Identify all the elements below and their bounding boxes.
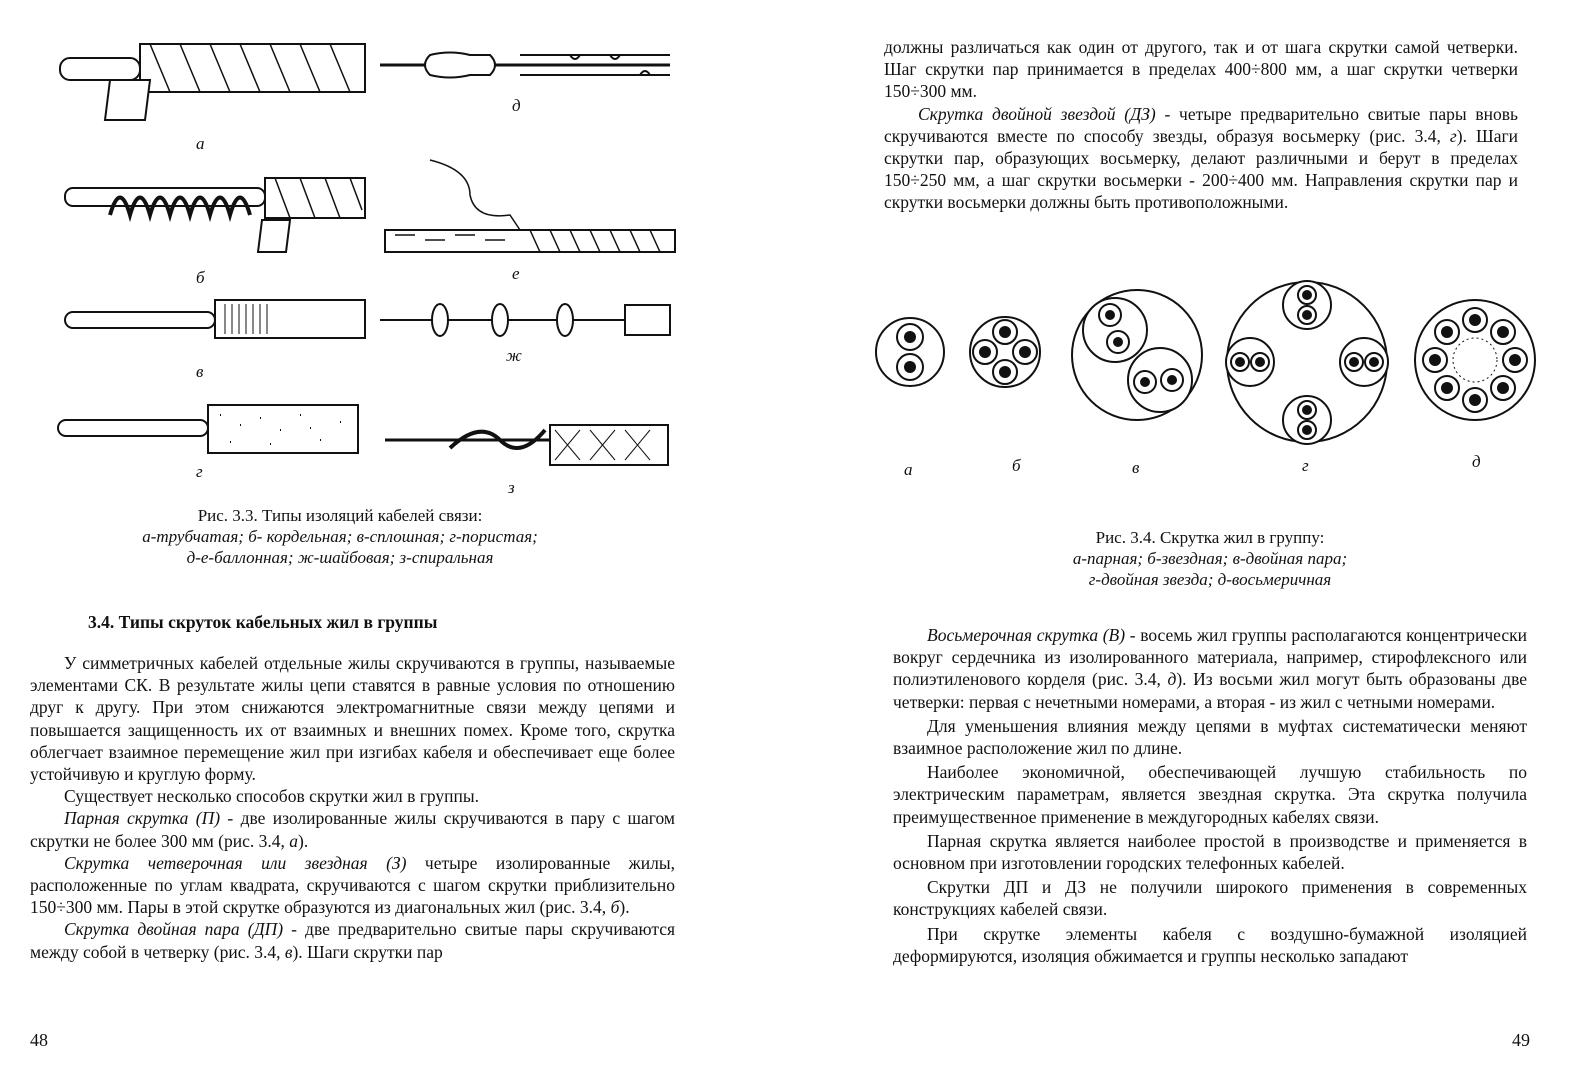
section-heading: 3.4. Типы скруток кабельных жил в группы — [88, 612, 438, 632]
fig33-label-zh: ж — [506, 346, 522, 365]
page-number-left: 48 — [30, 1030, 48, 1050]
figure-3-4-caption-title: Рис. 3.4. Скрутка жил в группу: — [1095, 528, 1325, 547]
star-twist-text: четыре изолированные жилы, расположенные по углам квадрата, скручиваются с шагом скрутки приблизительно 150÷300 мм. Пары в этой скрутке образуются из диагональных жил (рис. 3.4, — [30, 852, 675, 918]
insulation-solid-drawing — [65, 300, 365, 338]
twist-double-star-drawing — [1226, 281, 1388, 444]
eight-twist-ref: д — [1167, 669, 1177, 690]
insulation-cordel-drawing — [65, 178, 365, 252]
page-number-right: 49 — [1512, 1030, 1530, 1050]
paragraph-eight-twist — [893, 624, 1527, 713]
double-pair-text: - две предварительно свитые пары скручиваются между собой в четверку (рис. 3.4, — [30, 919, 676, 962]
fig34-label-d: д — [1472, 452, 1481, 471]
paragraph-star-twist — [30, 852, 675, 919]
fig34-label-b: б — [1012, 456, 1021, 475]
figure-3-4-caption-line1: а-парная; б-звездная; в-двойная пара; — [1072, 549, 1348, 568]
twist-pair-drawing — [876, 318, 944, 386]
paragraph-economic: Наиболее экономичной, обеспечивающей лучшую стабильность по электрическим параметрам, является звездная скрутка. Эта скрутка получила преимущественное применение в междугородных кабелях связи. — [893, 762, 1527, 827]
fig34-label-v: в — [1132, 458, 1140, 477]
term-eight-twist: Восьмерочная скрутка (В) — [927, 625, 1126, 645]
figure-3-4-caption-line2: г-двойная звезда; д-восьмеричная — [1088, 570, 1332, 589]
paragraph-air-paper: При скрутке элементы кабеля с воздушно-бумажной изоляцией деформируются, изоляция обжимается и группы несколько западают — [893, 923, 1527, 966]
figure-3-3-caption-line2: д-е-баллонная; ж-шайбовая; з-спиральная — [186, 548, 494, 567]
fig33-label-z: з — [508, 478, 515, 497]
paragraph-intro: У симметричных кабелей отдельные жилы скручиваются в группы, называемые элементами СК. В результате жилы цепи ставятся в равные условия по отношению друг к другу. При этом снижаются электромагнитные связи между цепями и повышается защищенность их от взаимных и внешних помех. Кроме того, скрутка облегчает взаимное перемещение жил при изгибах кабеля и обеспечивает еще более устойчивую и круглую форму. — [30, 653, 675, 785]
eight-twist-text1: - восемь жил группы располагаются концентрически вокруг сердечника из изолированного материала, например, стирофлексного или полиэтиленового корделя (рис. 3.4, — [893, 625, 1527, 690]
figure-3-3-caption — [50, 505, 630, 568]
twist-eight-drawing — [1415, 300, 1535, 420]
fig33-label-b: б — [196, 268, 205, 287]
figure-3-3-caption-title: Рис. 3.3. Типы изоляций кабелей связи: — [197, 506, 483, 525]
left-body-text — [30, 652, 675, 963]
term-star-twist: Скрутка четверочная или звездная (З) — [64, 852, 407, 873]
insulation-spiral-drawing — [385, 425, 668, 465]
eight-twist-text2: ). Из восьми жил могут быть образованы две четверки: первая с нечетными номерами, а вторая - из жил с четными номерами. — [893, 669, 1527, 712]
fig33-label-v: в — [196, 362, 204, 381]
star-twist-end: ). — [619, 897, 630, 918]
insulation-balloon-twisted-drawing — [385, 160, 675, 252]
insulation-tubular-drawing — [60, 44, 365, 120]
insulation-porous-drawing — [58, 405, 358, 453]
double-star-text2: ). Шаги скрутки пар, образующих восьмерку, делают различными и берут в пределах 150÷250 мм, а шаг скрутки восьмерки - 200÷400 мм. Направления скрутки пар и скрутки восьмерки должны быть противоположными. — [884, 125, 1518, 213]
figure-3-3-caption-line1: а-трубчатая; б- кордельная; в-сплошная; г-пористая; — [142, 527, 538, 546]
paragraph-couplings: Для уменьшения влияния между цепями в муфтах систематически меняют взаимное расположение жил по длине. — [893, 715, 1527, 759]
pair-twist-ref: а — [289, 830, 298, 851]
pair-twist-text: - две изолированные жилы скручиваются в пару с шагом скрутки не более 300 мм (рис. 3.4, — [30, 808, 675, 851]
double-star-text1: - четыре предварительно свитые пары вновь скручиваются вместе по способу звезды, образуя восьмерку (рис. 3.4, — [884, 103, 1518, 146]
figure-3-4-caption — [960, 527, 1460, 590]
pair-twist-end: ). — [298, 830, 309, 851]
term-double-pair: Скрутка двойная пара (ДП) — [64, 919, 284, 940]
fig34-label-a: а — [904, 460, 913, 479]
fig33-label-d: д — [512, 96, 521, 115]
paragraph-pair-simple: Парная скрутка является наиболее простой в производстве и применяется в основном при изготовлении городских телефонных кабелей. — [893, 830, 1527, 874]
insulation-washer-drawing — [380, 304, 670, 336]
paragraph-double-pair — [30, 918, 675, 962]
double-pair-ref: в — [284, 941, 293, 962]
insulation-balloon-drawing — [380, 53, 670, 78]
term-double-star: Скрутка двойной звездой (ДЗ) — [918, 103, 1156, 124]
paragraph-methods: Существует несколько способов скрутки жил в группы. — [64, 786, 480, 807]
double-pair-end: ). Шаги скрутки пар — [292, 941, 443, 962]
paragraph-double-star — [884, 103, 1518, 214]
fig34-label-g: г — [1302, 456, 1309, 475]
right-body-text — [893, 624, 1527, 967]
twist-double-pair-drawing — [1072, 290, 1202, 420]
star-twist-ref: б — [610, 897, 620, 918]
fig33-label-g: г — [196, 462, 203, 481]
fig33-label-e: е — [512, 264, 520, 283]
right-top-text — [884, 36, 1518, 214]
paragraph-pair-twist — [30, 807, 675, 851]
figure-3-4-illustration — [870, 270, 1550, 470]
figure-3-3-illustration — [50, 30, 680, 480]
fig33-label-a: а — [196, 134, 205, 153]
term-pair-twist: Парная скрутка (П) — [64, 808, 221, 829]
double-star-ref: г — [1449, 125, 1457, 146]
paragraph-continued: должны различаться как один от другого, так и от шага скрутки самой четверки. Шаг скрутки пар принимается в пределах 400÷800 мм, а шаг скрутки четверки 150÷300 мм. — [884, 37, 1518, 102]
paragraph-dp-dz: Скрутки ДП и ДЗ не получили широкого применения в современных конструкциях кабелей связи. — [893, 877, 1527, 920]
twist-star-drawing — [970, 317, 1040, 387]
